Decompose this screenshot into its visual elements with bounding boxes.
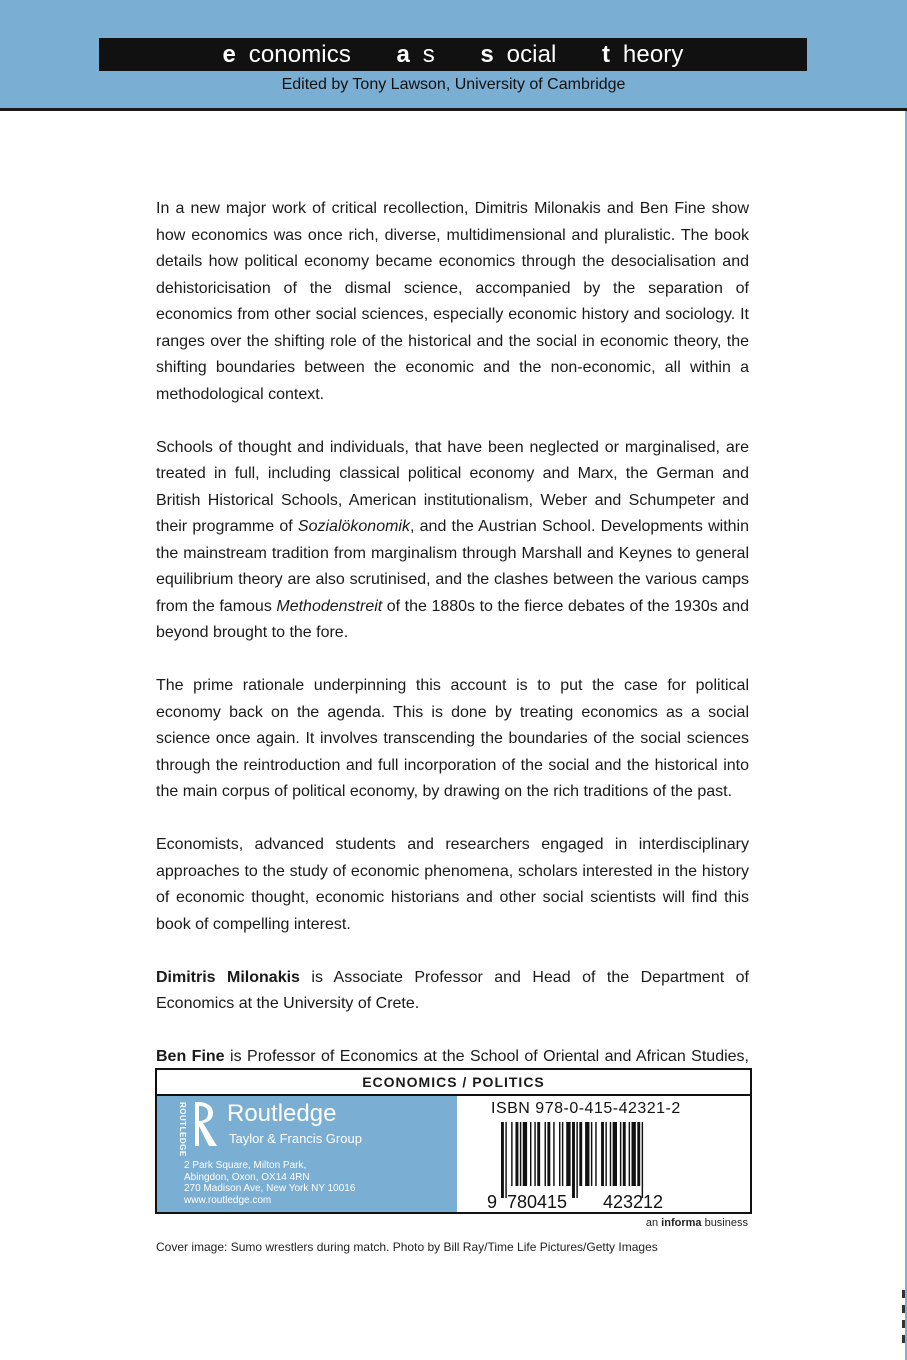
series-word-theory: t heory	[602, 41, 684, 68]
barcode-bar	[595, 1122, 596, 1186]
series-word-as: a s	[396, 41, 435, 68]
barcode-bar	[629, 1122, 630, 1186]
publisher-group: Taylor & Francis Group	[229, 1131, 362, 1146]
crop-mark	[902, 1320, 905, 1328]
barcode-bar	[632, 1122, 636, 1186]
barcode-digits-left: 780415	[507, 1192, 568, 1210]
series-word-economics: e conomics	[216, 38, 357, 71]
cover-image-credit: Cover image: Sumo wrestlers during match. Photo by Bill Ray/Time Life Pictures/Getty Images	[156, 1240, 658, 1254]
barcode-bar	[572, 1122, 575, 1198]
italic-term: Methodenstreit	[276, 597, 383, 615]
publisher-box	[155, 1068, 752, 1214]
blurb-paragraph-4: Economists, advanced students and researchers engaged in interdisciplinary approaches to the study of economic phenomena, scholars interested in the history of economic thought, economic historians and other social scientists will find this book of compelling interest.	[156, 836, 749, 933]
series-word-rest: conomics	[248, 41, 351, 68]
crop-mark	[902, 1290, 905, 1298]
series-word-social: s ocial	[480, 41, 557, 68]
routledge-logo-icon	[193, 1100, 221, 1150]
barcode-bar	[576, 1122, 577, 1198]
barcode-bar	[520, 1122, 521, 1186]
barcode-bar	[545, 1122, 546, 1186]
crop-mark	[902, 1305, 905, 1313]
informa-tagline: an informa business	[645, 1217, 748, 1229]
blurb-paragraph-1: In a new major work of critical recollection, Dimitris Milonakis and Ben Fine show how economics was once rich, diverse, multidimensional and pluralistic. The book details how political economy became economics through the desocialisation and dehistoricisation of the dismal science, accompanied by the separation of economics from other social sciences, especially economic history and sociology. It ranges over the shifting role of the historical and the social in economic theory, the shifting boundaries between the economic and the non-economic, all within a methodological context.	[156, 200, 749, 403]
isbn-text: ISBN 978-0-415-42321-2	[491, 1100, 681, 1117]
barcode-bar	[623, 1122, 626, 1186]
publisher-panel	[157, 1096, 457, 1212]
barcode-bar	[620, 1122, 621, 1186]
barcode-panel	[457, 1096, 750, 1212]
crop-mark	[902, 1335, 905, 1343]
barcode-bar	[562, 1122, 563, 1186]
barcode-bar	[534, 1122, 535, 1186]
author-name: Ben Fine	[156, 1048, 225, 1065]
barcode-bar	[501, 1122, 504, 1198]
barcode-bar	[523, 1122, 527, 1186]
barcode-bar	[547, 1122, 550, 1186]
author-bio-1: Dimitris Milonakis is Associate Professor and Head of the Department of Economics at the University of Crete.	[156, 968, 750, 1012]
barcode-bar	[553, 1122, 554, 1186]
barcode-icon	[481, 1120, 711, 1210]
barcode-bar	[579, 1122, 582, 1186]
author-name: Dimitris Milonakis	[156, 968, 300, 986]
barcode-bar	[585, 1122, 589, 1186]
barcode-bar	[591, 1122, 592, 1186]
publisher-name: Routledge	[227, 1100, 337, 1127]
barcode-bar	[566, 1122, 570, 1186]
series-header	[0, 0, 907, 111]
author-bio-2: Ben Fine is Professor of Economics at the School of Oriental and African Studies,	[156, 1048, 749, 1065]
barcode-bar	[601, 1122, 604, 1186]
barcode-bar	[642, 1122, 643, 1198]
barcode-bar	[537, 1122, 540, 1186]
barcode-digits-right: 423212	[603, 1192, 664, 1210]
blurb-paragraph-3: The prime rationale underpinning this account is to put the case for political economy back on the agenda. This is done by treating economics as a social science once again. It involves transcending the boundaries of the social sciences through the reintroduction and full incorporation of the social and the historical into the main corpus of political economy, by drawing on the rich traditions of the past.	[156, 677, 749, 800]
series-editor: Edited by Tony Lawson, University of Cambridge	[281, 76, 626, 93]
barcode-bar	[559, 1122, 560, 1186]
barcode-bar	[637, 1122, 640, 1186]
publisher-address: 2 Park Square, Milton Park, Abingdon, Oxon, OX14 4RN 270 Madison Ave, New York NY 10016 www.routledge.com	[184, 1160, 356, 1206]
barcode-bar	[516, 1122, 519, 1186]
blurb-paragraph-2: Schools of thought and individuals, that have been neglected or marginalised, are treated in full, including classical political economy and Marx, the German and British Historical Schools, American institutionalism, Weber and Schumpeter and their programme of Sozialökonomik, and the Austrian School. Developments within the mainstream tradition from marginalism through Marshall and Keynes to general equilibrium theory are also scrutinised, and the clashes between the various camps from the famous Methodenstreit of the 1880s to the fierce debates of the 1930s and beyond brought to the fore.	[156, 438, 750, 641]
barcode-digit-lead: 9	[487, 1192, 498, 1210]
blurb	[156, 196, 749, 1124]
barcode-bar	[605, 1122, 606, 1186]
barcode-bar	[530, 1122, 531, 1186]
barcode-bar	[613, 1122, 617, 1186]
italic-term: Sozialökonomik	[297, 518, 410, 535]
barcode-bar	[610, 1122, 611, 1186]
barcode-bar	[505, 1122, 506, 1198]
subject-category: ECONOMICS / POLITICS	[157, 1070, 750, 1096]
series-title-bar	[99, 38, 807, 71]
publisher-vertical-label: ROUTLEDGE	[178, 1102, 187, 1157]
barcode-bar	[511, 1122, 512, 1186]
